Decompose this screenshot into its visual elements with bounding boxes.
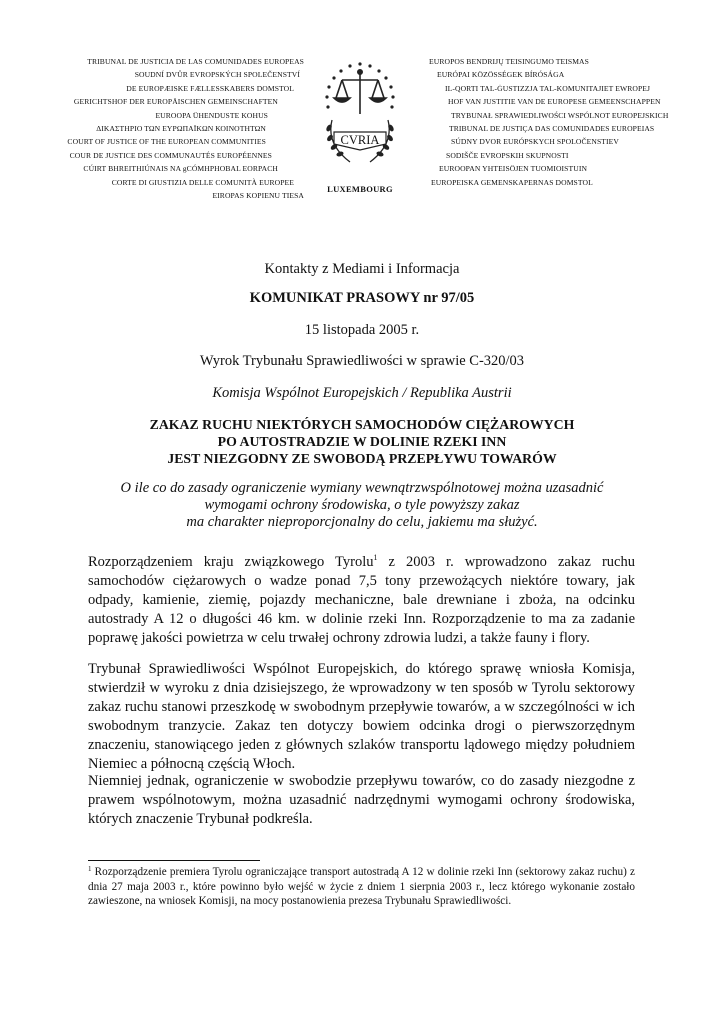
summary-line: wymogami ochrony środowiska, o tyle powyższy zakaz [204,497,520,513]
media-contact-heading: Kontakty z Mediami i Informacja [264,261,460,277]
footnote-reference: 1 [373,553,378,562]
footnote-text: Rozporządzenie premiera Tyrolu ograniczające transport autostradą A 12 w dolinie rzeki Inn (sektorowy zakaz ruchu) z dnia 27 maja 2003 r., które powinno było wejść w życie z dniem 1 sierpnia 2003 r., lecz którego wykonanie zostało zawieszone, na wniosek Komisji, na mocy postanowienia prezesa Trybunału Sprawiedliwości. [88,866,635,908]
court-name: EUROPOS BENDRIJŲ TEISINGUMO TEISMAS [429,57,589,66]
headline [0,416,724,467]
scales-of-justice-icon [312,58,408,182]
court-name: EUROOPAN YHTEISÖJEN TUOMIOISTUIN [439,164,588,174]
press-release-date: 15 listopada 2005 r. [304,322,420,338]
summary-line: ma charakter nieproporcjonalny do celu, jakiemu ma służyć. [186,514,538,530]
headline-line: ZAKAZ RUCHU NIEKTÓRYCH SAMOCHODÓW CIĘŻAROWYCH [149,417,575,432]
court-name: CÚIRT BHREITHIÚNAIS NA gCÓMHPHOBAL EORPACH [83,164,278,174]
court-name: SODIŠČE EVROPSKIH SKUPNOSTI [446,150,569,160]
case-parties: Komisja Wspólnot Europejskich / Republika Austrii [212,385,512,401]
court-name: COUR DE JUSTICE DES COMMUNAUTÉS EUROPÉENNES [69,150,272,160]
summary-line: O ile co do zasady ograniczenie wymiany wewnątrzwspólnotowej można uzasadnić [120,480,604,496]
court-name: CORTE DI GIUSTIZIA DELLE COMUNITÀ EUROPEE [111,177,294,187]
court-name: HOF VAN JUSTITIE VAN DE EUROPESE GEMEENSCHAPPEN [448,97,661,107]
court-name: COURT OF JUSTICE OF THE EUROPEAN COMMUNITIES [67,137,266,147]
emblem-text: CVRIA [340,133,380,147]
emblem-city: LUXEMBOURG [327,184,393,194]
footnote-separator [88,860,260,861]
court-name: SÚDNY DVOR EURÓPSKYCH SPOLOČENSTIEV [451,137,619,147]
court-name: EUROOPA ÜHENDUSTE KOHUS [155,110,268,120]
footnote [88,865,635,909]
court-name: SOUDNÍ DVŮR EVROPSKÝCH SPOLEČENSTVÍ [134,70,300,80]
court-name: TRYBUNAŁ SPRAWIEDLIWOŚCI WSPÓLNOT EUROPEJSKICH [451,110,669,120]
court-name: TRIBUNAL DE JUSTIÇA DAS COMUNIDADES EUROPEIAS [449,124,655,134]
paragraph-text: Rozporządzeniem kraju związkowego Tyrolu [88,554,374,570]
court-name: GERICHTSHOF DER EUROPÄISCHEN GEMEINSCHAFTEN [73,97,278,107]
body-paragraph-1 [88,553,635,648]
judgment-case: Wyrok Trybunału Sprawiedliwości w sprawie C-320/03 [199,353,525,369]
court-name: IL-QORTI TAL-ĠUSTIZZJA TAL-KOMUNITAJIET EWROPEJ [445,83,651,93]
court-name: EUROPEISKA GEMENSKAPERNAS DOMSTOL [431,177,593,187]
footnote-marker: 1 [88,865,92,873]
court-name: ΔΙΚΑΣΤΗΡΙΟ ΤΩΝ ΕΥΡΩΠΑΪΚΩΝ ΚΟΙΝΟΤΗΤΩΝ [96,124,266,134]
press-release-number: KOMUNIKAT PRASOWY nr 97/05 [249,290,475,306]
body-paragraph-3: Niemniej jednak, ograniczenie w swobodzie przepływu towarów, co do zasady niezgodne z prawem wspólnotowym, można uzasadnić nadrzędnymi wymogami ochrony środowiska, których znaczenie Trybunał podkreśla. [88,773,635,827]
paragraph-text: z 2003 r. wprowadzono zakaz ruchu samochodów ciężarowych o wadze ponad 7,5 tony przewożących niektóre towary, jak odpady, kamienie, ziemię, pojazdy mechaniczne, bale drewniane i zboża, na odcinku autostrady A 12 o długości 46 km. w dolinie rzeki Inn. Rozporządzenie to ma za zadanie poprawę jakości powietrza w celu trwałej ochrony zdrowia ludzi, a także fauny i flory. [88,554,635,646]
summary [0,480,724,531]
body-paragraph-2: Trybunał Sprawiedliwości Wspólnot Europejskich, do którego sprawę wniosła Komisja, stwierdził w wyroku z dnia dzisiejszego, że wprowadzony w ten sposób w Tyrolu sektorowy zakaz ruchu stanowi przeszkodę w swobodnym przepływie towarów, a w szczególności w ich swobodnym tranzycie. Zakaz ten dotyczy bowiem odcinka drogi o pierwszorzędnym znaczeniu, stanowiącego jeden z głównych szlaków transportu lądowego między południem Niemiec a północną częścią Włoch. [88,661,635,772]
court-emblem [310,58,410,198]
court-names-left [67,55,304,202]
court-names-right [429,55,668,189]
headline-line: JEST NIEZGODNY ZE SWOBODĄ PRZEPŁYWU TOWARÓW [167,451,557,466]
court-name: TRIBUNAL DE JUSTICIA DE LAS COMUNIDADES EUROPEAS [87,57,304,66]
court-name: EIROPAS KOPIENU TIESA [212,191,304,201]
court-name: EURÓPAI KÖZÖSSÉGEK BÍRÓSÁGA [437,70,565,80]
headline-line: PO AUTOSTRADZIE W DOLINIE RZEKI INN [217,434,507,449]
court-name: DE EUROPÆISKE FÆLLESSKABERS DOMSTOL [126,83,294,93]
